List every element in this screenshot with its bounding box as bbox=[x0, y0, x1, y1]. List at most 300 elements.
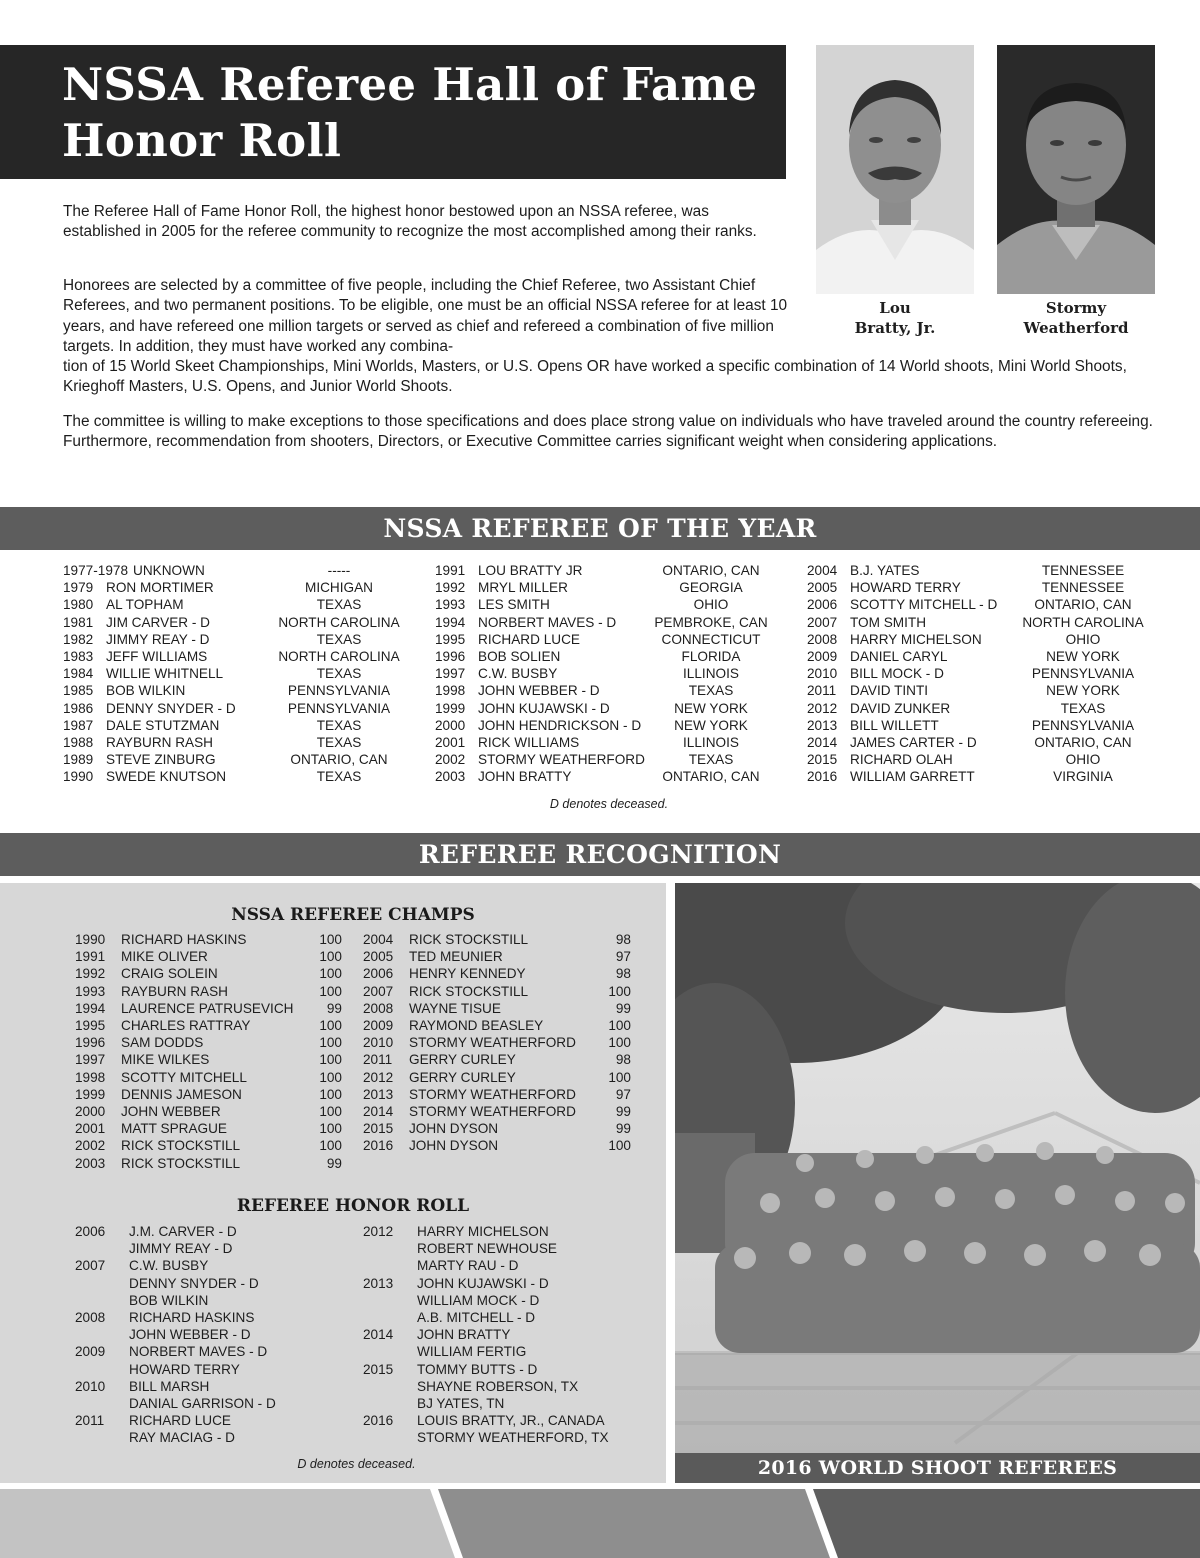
name-cell: JOHN WEBBER bbox=[121, 1104, 221, 1120]
table-row bbox=[363, 1103, 631, 1120]
name-cell: JOHN WEBBER - D bbox=[478, 683, 600, 699]
name-cell: SCOTTY MITCHELL - D bbox=[850, 597, 998, 613]
table-row bbox=[363, 983, 631, 1000]
name-cell: HARRY MICHELSON bbox=[850, 631, 982, 647]
table-row bbox=[435, 700, 771, 717]
state-cell: PENNSYLVANIA bbox=[1031, 717, 1135, 733]
state-cell: TENNESSEE bbox=[1041, 580, 1125, 596]
state-cell: ONTARIO, CAN bbox=[290, 752, 388, 768]
name-cell: WILLIE WHITNELL bbox=[106, 666, 224, 682]
list-item bbox=[363, 1223, 663, 1275]
year-cell: 2008 bbox=[363, 1000, 394, 1016]
name-cell: SAM DODDS bbox=[121, 1035, 204, 1051]
names-cell bbox=[417, 1275, 549, 1327]
name-cell: UNKNOWN bbox=[133, 563, 205, 578]
state-cell: CONNECTICUT bbox=[661, 631, 761, 647]
intro-paragraph-1: The Referee Hall of Fame Honor Roll, the highest honor bestowed upon an NSSA referee, was established in 2005 for the referee community to recognize the most accomplished among their ranks. bbox=[63, 203, 757, 241]
honoree-name: LOUIS BRATTY, JR., CANADA bbox=[417, 1413, 605, 1429]
list-item bbox=[75, 1378, 355, 1412]
name-cell: RAYMOND BEASLEY bbox=[409, 1018, 544, 1034]
state-cell: TEXAS bbox=[688, 683, 734, 699]
table-row bbox=[75, 1155, 342, 1172]
state-cell: NEW YORK bbox=[1046, 683, 1120, 699]
names-cell bbox=[129, 1257, 259, 1309]
score-cell: 100 bbox=[319, 932, 342, 947]
year-cell: 2009 bbox=[807, 649, 838, 665]
portrait-lou-caption-line1: Lou bbox=[879, 299, 911, 317]
list-item bbox=[75, 1412, 355, 1446]
name-cell: MRYL MILLER bbox=[478, 580, 568, 596]
year-cell: 2009 bbox=[363, 1018, 394, 1034]
year-cell: 1991 bbox=[75, 949, 106, 965]
year-cell: 1996 bbox=[75, 1035, 106, 1051]
year-cell: 1992 bbox=[75, 966, 106, 982]
year-cell: 1983 bbox=[63, 649, 94, 665]
table-row bbox=[63, 596, 404, 613]
name-cell: RICK STOCKSTILL bbox=[121, 1155, 241, 1171]
year-cell: 1991 bbox=[435, 563, 466, 578]
state-cell: FLORIDA bbox=[681, 649, 741, 665]
score-cell: 99 bbox=[326, 1155, 342, 1171]
state-cell: NORTH CAROLINA bbox=[1022, 614, 1144, 630]
table-row bbox=[363, 1034, 631, 1051]
name-cell: JAMES CARTER - D bbox=[850, 735, 977, 751]
honoree-name: ROBERT NEWHOUSE bbox=[417, 1241, 557, 1257]
name-cell: DAVID TINTI bbox=[850, 683, 929, 699]
name-cell: RON MORTIMER bbox=[106, 580, 214, 596]
referee-champs-column-1 bbox=[75, 931, 342, 1172]
year-cell: 2009 bbox=[75, 1344, 106, 1360]
name-cell: TED MEUNIER bbox=[409, 949, 503, 965]
referee-of-year-column-3 bbox=[807, 562, 1148, 786]
name-cell: JOHN DYSON bbox=[409, 1121, 499, 1137]
names-cell bbox=[129, 1223, 237, 1257]
page-title-line1: NSSA Referee Hall of Fame bbox=[62, 58, 758, 111]
year-cell: 1989 bbox=[63, 752, 94, 768]
state-cell: ONTARIO, CAN bbox=[662, 563, 760, 578]
table-row bbox=[435, 648, 771, 665]
name-cell: MIKE WILKES bbox=[121, 1052, 210, 1068]
honoree-name: BJ YATES, TN bbox=[417, 1395, 505, 1411]
table-row bbox=[807, 562, 1148, 579]
score-cell: 100 bbox=[608, 1069, 631, 1085]
group-photo-image bbox=[675, 883, 1200, 1453]
honor-roll-column-2 bbox=[363, 1223, 663, 1446]
state-cell: ONTARIO, CAN bbox=[1034, 735, 1132, 751]
score-cell: 97 bbox=[615, 949, 631, 965]
score-cell: 100 bbox=[319, 1138, 342, 1154]
year-cell: 2003 bbox=[435, 769, 466, 785]
names-cell bbox=[129, 1378, 276, 1412]
year-cell: 1985 bbox=[63, 683, 94, 699]
state-cell: TEXAS bbox=[316, 735, 362, 751]
referee-of-year-column-1 bbox=[63, 562, 404, 786]
name-cell: JOHN HENDRICKSON - D bbox=[478, 717, 642, 733]
name-cell: RICHARD OLAH bbox=[850, 752, 953, 768]
honoree-name: RAY MACIAG - D bbox=[129, 1430, 235, 1446]
honoree-name: WILLIAM MOCK - D bbox=[417, 1292, 540, 1308]
table-row bbox=[75, 1069, 342, 1086]
year-cell: 2014 bbox=[363, 1104, 394, 1120]
honoree-name: C.W. BUSBY bbox=[129, 1258, 209, 1274]
list-item bbox=[75, 1343, 355, 1377]
names-cell bbox=[129, 1412, 235, 1446]
year-cell: 2014 bbox=[363, 1327, 394, 1343]
list-item bbox=[363, 1361, 663, 1413]
table-row bbox=[75, 1034, 342, 1051]
name-cell: JIM CARVER - D bbox=[106, 614, 210, 630]
year-cell: 1997 bbox=[435, 666, 466, 682]
score-cell: 98 bbox=[615, 932, 631, 947]
state-cell: MICHIGAN bbox=[305, 580, 373, 596]
name-cell: JIMMY REAY - D bbox=[106, 631, 210, 647]
table-row bbox=[363, 948, 631, 965]
name-cell: LAURENCE PATRUSEVICH bbox=[121, 1000, 294, 1016]
state-cell: OHIO bbox=[1065, 631, 1101, 647]
state-cell: NEW YORK bbox=[1046, 649, 1120, 665]
name-cell: GERRY CURLEY bbox=[409, 1052, 516, 1068]
state-cell: TEXAS bbox=[316, 769, 362, 785]
honoree-name: J.M. CARVER - D bbox=[129, 1224, 237, 1239]
portrait-stormy-weatherford bbox=[997, 45, 1155, 294]
table-row bbox=[363, 1137, 631, 1154]
portrait-lou-image bbox=[816, 45, 974, 294]
table-row bbox=[807, 682, 1148, 699]
name-cell: JOHN DYSON bbox=[409, 1138, 499, 1154]
deceased-note-year: D denotes deceased. bbox=[549, 797, 669, 811]
year-cell: 1977-1978 bbox=[63, 563, 129, 578]
honoree-name: STORMY WEATHERFORD, TX bbox=[417, 1430, 609, 1446]
score-cell: 99 bbox=[615, 1000, 631, 1016]
state-cell: TEXAS bbox=[316, 597, 362, 613]
year-cell: 2006 bbox=[363, 966, 394, 982]
names-cell bbox=[417, 1412, 609, 1446]
year-cell: 2007 bbox=[75, 1258, 106, 1274]
table-row bbox=[363, 931, 631, 948]
names-cell bbox=[129, 1309, 254, 1343]
year-cell: 1988 bbox=[63, 735, 94, 751]
name-cell: NORBERT MAVES - D bbox=[478, 614, 617, 630]
table-row bbox=[807, 734, 1148, 751]
year-cell: 2004 bbox=[363, 932, 394, 947]
honoree-name: SHAYNE ROBERSON, TX bbox=[417, 1378, 579, 1394]
name-cell: JOHN KUJAWSKI - D bbox=[478, 700, 610, 716]
name-cell: SWEDE KNUTSON bbox=[106, 769, 227, 785]
name-cell: DANIEL CARYL bbox=[850, 649, 948, 665]
state-cell: ----- bbox=[327, 563, 351, 578]
intro-paragraph-2-narrow: Honorees are selected by a committee of five people, including the Chief Referee, two Assistant Chief Referees, and two permanent positions. To be eligible, one must be an official NSSA referee for at least 10 years, and have refereed one million targets or served as chief and refereed a combination of five million targets. In addition, they must have worked any combina- bbox=[63, 277, 788, 355]
honoree-name: JOHN KUJAWSKI - D bbox=[417, 1275, 549, 1291]
table-row bbox=[63, 682, 404, 699]
year-cell: 1994 bbox=[435, 614, 466, 630]
year-cell: 2005 bbox=[807, 580, 838, 596]
names-cell bbox=[417, 1326, 526, 1360]
year-cell: 2004 bbox=[807, 563, 838, 578]
year-cell: 1998 bbox=[435, 683, 466, 699]
state-cell: NEW YORK bbox=[674, 700, 748, 716]
table-row bbox=[435, 665, 771, 682]
honoree-name: JIMMY REAY - D bbox=[129, 1241, 233, 1257]
honoree-name: MARTY RAU - D bbox=[417, 1258, 519, 1274]
table-row bbox=[75, 1137, 342, 1154]
intro-paragraph-2-wide: tion of 15 World Skeet Championships, Mini Worlds, Masters, or U.S. Opens OR have worked a specific combination of 14 World shoots, Mini World Shoots, Krieghoff Masters, U.S. Opens, and Junior World Shoots. bbox=[63, 358, 1127, 396]
table-row bbox=[75, 965, 342, 982]
year-cell: 2016 bbox=[363, 1138, 394, 1154]
year-cell: 2014 bbox=[807, 735, 838, 751]
score-cell: 98 bbox=[615, 1052, 631, 1068]
score-cell: 100 bbox=[319, 1086, 342, 1102]
score-cell: 100 bbox=[319, 983, 342, 999]
year-cell: 2016 bbox=[363, 1413, 394, 1429]
year-cell: 2015 bbox=[807, 752, 838, 768]
table-row bbox=[435, 682, 771, 699]
state-cell: VIRGINIA bbox=[1053, 769, 1113, 785]
table-row bbox=[435, 768, 771, 785]
state-cell: OHIO bbox=[693, 597, 729, 613]
table-row bbox=[363, 1000, 631, 1017]
score-cell: 100 bbox=[319, 1121, 342, 1137]
score-cell: 99 bbox=[615, 1121, 631, 1137]
group-photo-referees bbox=[675, 883, 1200, 1453]
name-cell: CHARLES RATTRAY bbox=[121, 1018, 251, 1034]
list-item bbox=[363, 1275, 663, 1327]
referee-champs-heading: NSSA REFEREE CHAMPS bbox=[231, 905, 475, 925]
year-cell: 1990 bbox=[75, 932, 106, 947]
honoree-name: RICHARD HASKINS bbox=[129, 1309, 255, 1325]
honoree-name: HOWARD TERRY bbox=[129, 1361, 240, 1377]
table-row bbox=[435, 751, 771, 768]
table-row bbox=[435, 734, 771, 751]
year-cell: 1987 bbox=[63, 717, 94, 733]
state-cell: ILLINOIS bbox=[683, 666, 739, 682]
year-cell: 1981 bbox=[63, 614, 94, 630]
year-cell: 1995 bbox=[75, 1018, 106, 1034]
name-cell: RICK STOCKSTILL bbox=[409, 932, 529, 947]
year-cell: 1993 bbox=[435, 597, 466, 613]
table-row bbox=[435, 717, 771, 734]
table-row bbox=[807, 648, 1148, 665]
state-cell: NEW YORK bbox=[674, 717, 748, 733]
table-row bbox=[807, 751, 1148, 768]
name-cell: DENNY SNYDER - D bbox=[106, 700, 236, 716]
portrait-stormy-caption-line2: Weatherford bbox=[1023, 319, 1129, 337]
name-cell: DENNIS JAMESON bbox=[121, 1086, 242, 1102]
list-item bbox=[363, 1326, 663, 1360]
table-row bbox=[63, 648, 404, 665]
score-cell: 100 bbox=[319, 1069, 342, 1085]
honoree-name: RICHARD LUCE bbox=[129, 1413, 231, 1429]
name-cell: DAVID ZUNKER bbox=[850, 700, 951, 716]
state-cell: PENNSYLVANIA bbox=[1031, 666, 1135, 682]
list-item bbox=[75, 1223, 355, 1257]
score-cell: 100 bbox=[608, 1018, 631, 1034]
year-cell: 2011 bbox=[807, 683, 837, 699]
name-cell: WILLIAM GARRETT bbox=[850, 769, 975, 785]
score-cell: 99 bbox=[615, 1104, 631, 1120]
state-cell: TEXAS bbox=[688, 752, 734, 768]
table-row bbox=[63, 631, 404, 648]
title-banner bbox=[0, 45, 786, 179]
year-cell: 2010 bbox=[363, 1035, 394, 1051]
table-row bbox=[63, 562, 404, 579]
portrait-stormy-caption bbox=[997, 298, 1155, 338]
year-cell: 2007 bbox=[807, 614, 838, 630]
score-cell: 100 bbox=[608, 1035, 631, 1051]
name-cell: RICK STOCKSTILL bbox=[409, 983, 529, 999]
state-cell: TEXAS bbox=[316, 666, 362, 682]
year-cell: 2007 bbox=[363, 983, 394, 999]
name-cell: TOM SMITH bbox=[850, 614, 927, 630]
table-row bbox=[435, 596, 771, 613]
table-row bbox=[75, 1103, 342, 1120]
state-cell: ILLINOIS bbox=[683, 735, 739, 751]
state-cell: PEMBROKE, CAN bbox=[654, 614, 768, 630]
portrait-stormy-image bbox=[997, 45, 1155, 294]
score-cell: 100 bbox=[319, 949, 342, 965]
page-title-line2: Honor Roll bbox=[62, 114, 342, 167]
name-cell: SCOTTY MITCHELL bbox=[121, 1069, 247, 1085]
score-cell: 99 bbox=[326, 1000, 342, 1016]
name-cell: C.W. BUSBY bbox=[478, 666, 558, 682]
name-cell: RICHARD LUCE bbox=[478, 631, 580, 647]
year-cell: 1994 bbox=[75, 1000, 106, 1016]
year-cell: 1995 bbox=[435, 631, 466, 647]
score-cell: 100 bbox=[319, 1052, 342, 1068]
name-cell: WAYNE TISUE bbox=[409, 1000, 501, 1016]
table-row bbox=[75, 1120, 342, 1137]
table-row bbox=[807, 665, 1148, 682]
honoree-name: DENNY SNYDER - D bbox=[129, 1275, 259, 1291]
honoree-name: HARRY MICHELSON bbox=[417, 1224, 549, 1239]
portrait-stormy-caption-line1: Stormy bbox=[1045, 299, 1107, 317]
year-cell: 2016 bbox=[807, 769, 838, 785]
year-cell: 2015 bbox=[363, 1361, 394, 1377]
year-cell: 1984 bbox=[63, 666, 94, 682]
year-cell: 2001 bbox=[435, 735, 466, 751]
year-cell: 2010 bbox=[75, 1378, 106, 1394]
year-cell: 2013 bbox=[807, 717, 838, 733]
name-cell: LES SMITH bbox=[478, 597, 550, 613]
score-cell: 100 bbox=[319, 966, 342, 982]
year-cell: 1992 bbox=[435, 580, 466, 596]
year-cell: 2008 bbox=[807, 631, 838, 647]
state-cell: TEXAS bbox=[1060, 700, 1106, 716]
table-row bbox=[63, 734, 404, 751]
score-cell: 100 bbox=[319, 1018, 342, 1034]
referee-of-year-column-2 bbox=[435, 562, 771, 786]
table-row bbox=[75, 983, 342, 1000]
year-cell: 1996 bbox=[435, 649, 466, 665]
portrait-lou-caption bbox=[816, 298, 974, 338]
table-row bbox=[807, 768, 1148, 785]
table-row bbox=[75, 1086, 342, 1103]
state-cell: PENNSYLVANIA bbox=[287, 700, 391, 716]
deceased-note-honor: D denotes deceased. bbox=[297, 1457, 416, 1471]
name-cell: HOWARD TERRY bbox=[850, 580, 961, 596]
table-row bbox=[807, 717, 1148, 734]
table-row bbox=[75, 931, 342, 948]
score-cell: 100 bbox=[319, 1035, 342, 1051]
honoree-name: NORBERT MAVES - D bbox=[129, 1344, 268, 1360]
table-row bbox=[75, 1000, 342, 1017]
table-row bbox=[363, 1017, 631, 1034]
list-item bbox=[363, 1412, 663, 1446]
table-row bbox=[435, 579, 771, 596]
name-cell: RICHARD HASKINS bbox=[121, 932, 247, 947]
name-cell: STORMY WEATHERFORD bbox=[409, 1104, 576, 1120]
year-cell: 2015 bbox=[363, 1121, 394, 1137]
year-cell: 1999 bbox=[435, 700, 466, 716]
table-row bbox=[75, 1017, 342, 1034]
year-cell: 1997 bbox=[75, 1052, 106, 1068]
name-cell: BILL WILLETT bbox=[850, 717, 939, 733]
name-cell: BOB SOLIEN bbox=[478, 649, 561, 665]
year-cell: 2008 bbox=[75, 1309, 106, 1325]
name-cell: STORMY WEATHERFORD bbox=[409, 1086, 576, 1102]
footer-decoration bbox=[0, 1489, 1200, 1558]
year-cell: 2005 bbox=[363, 949, 394, 965]
honoree-name: TOMMY BUTTS - D bbox=[417, 1361, 538, 1377]
year-cell: 2013 bbox=[363, 1086, 394, 1102]
table-row bbox=[363, 1069, 631, 1086]
table-row bbox=[363, 1051, 631, 1068]
table-row bbox=[63, 717, 404, 734]
group-photo-caption: 2016 WORLD SHOOT REFEREES bbox=[675, 1453, 1200, 1483]
name-cell: DALE STUTZMAN bbox=[106, 717, 220, 733]
state-cell: TEXAS bbox=[316, 631, 362, 647]
referee-of-year-heading: NSSA REFEREE OF THE YEAR bbox=[0, 507, 1200, 550]
name-cell: RAYBURN RASH bbox=[121, 983, 229, 999]
referee-champs-column-2 bbox=[363, 931, 631, 1155]
year-cell: 2012 bbox=[807, 700, 838, 716]
name-cell: RAYBURN RASH bbox=[106, 735, 214, 751]
year-cell: 1998 bbox=[75, 1069, 106, 1085]
intro-paragraph-3: The committee is willing to make exceptions to those specifications and does place strong value on individuals who have traveled around the country refereeing. Furthermore, recommendation from shooters, Directors, or Executive Committee carries significant weight when considering applications. bbox=[63, 413, 1153, 451]
table-row bbox=[363, 1120, 631, 1137]
honoree-name: JOHN WEBBER - D bbox=[129, 1327, 251, 1343]
table-row bbox=[807, 614, 1148, 631]
state-cell: ONTARIO, CAN bbox=[1034, 597, 1132, 613]
name-cell: RICK STOCKSTILL bbox=[121, 1138, 241, 1154]
year-cell: 1999 bbox=[75, 1086, 106, 1102]
score-cell: 100 bbox=[319, 1104, 342, 1120]
state-cell: OHIO bbox=[1065, 752, 1101, 768]
table-row bbox=[807, 700, 1148, 717]
year-cell: 2013 bbox=[363, 1275, 394, 1291]
table-row bbox=[63, 665, 404, 682]
name-cell: JOHN BRATTY bbox=[478, 769, 572, 785]
year-cell: 2006 bbox=[75, 1224, 106, 1239]
list-item bbox=[75, 1309, 355, 1343]
honoree-name: A.B. MITCHELL - D bbox=[417, 1309, 536, 1325]
table-row bbox=[435, 562, 771, 579]
table-row bbox=[75, 1051, 342, 1068]
honoree-name: WILLIAM FERTIG bbox=[417, 1344, 527, 1360]
table-row bbox=[435, 614, 771, 631]
year-cell: 1982 bbox=[63, 631, 94, 647]
portrait-lou-caption-line2: Bratty, Jr. bbox=[854, 319, 936, 337]
name-cell: JEFF WILLIAMS bbox=[106, 649, 208, 665]
score-cell: 97 bbox=[615, 1086, 631, 1102]
honoree-name: JOHN BRATTY bbox=[417, 1327, 511, 1343]
table-row bbox=[435, 631, 771, 648]
year-cell: 2011 bbox=[363, 1052, 393, 1068]
table-row bbox=[363, 965, 631, 982]
name-cell: CRAIG SOLEIN bbox=[121, 966, 218, 982]
honoree-name: BILL MARSH bbox=[129, 1378, 210, 1394]
list-item bbox=[75, 1257, 355, 1309]
state-cell: TEXAS bbox=[316, 717, 362, 733]
